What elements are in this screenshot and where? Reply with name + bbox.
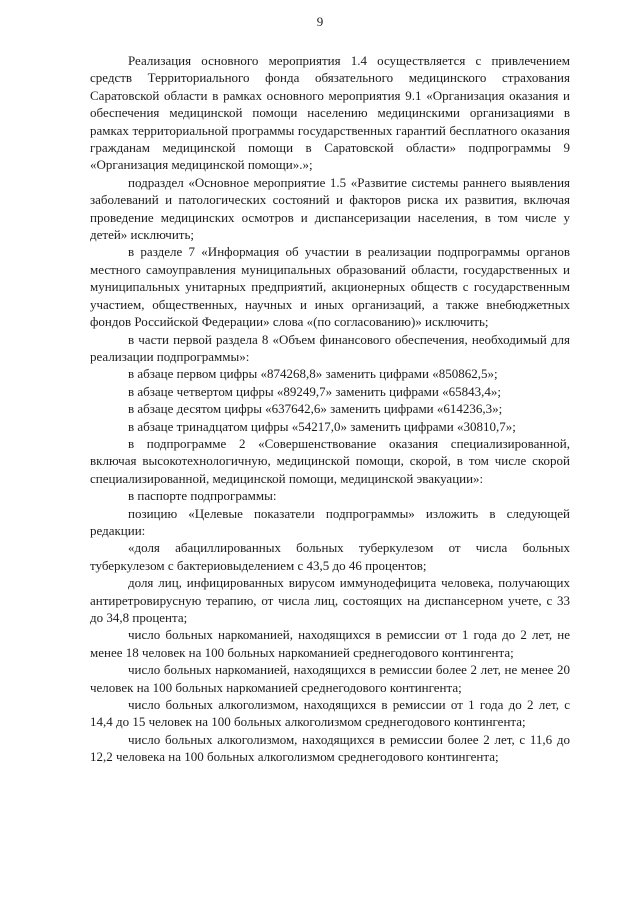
paragraph-hiv: доля лиц, инфицированных вирусом иммунодефицита человека, получающих антиретровирусную терапию, от числа лиц, состоящих на диспансерном учете, с 33 до 34,8 процента;: [90, 575, 570, 625]
paragraph-abzac-10: в абзаце десятом цифры «637642,6» заменить цифрами «614236,3»;: [128, 401, 503, 417]
paragraph-abzac-1: в абзаце первом цифры «874268,8» заменить цифрами «850862,5»;: [128, 366, 498, 382]
paragraph-section-8: в части первой раздела 8 «Объем финансового обеспечения, необходимый для реализации подпрограммы»:: [90, 331, 570, 364]
paragraph-funding-tfoms: Реализация основного мероприятия 1.4 осуществляется с привлечением средств Территориального фонда обязательного медицинского страхования Саратовской области в рамках основного мероприятия 9.1 «Организация оказания и обеспечения медицинской помощи населению медицинскими организациями в рамках территориальной программы государственных гарантий бесплатного оказания гражданам медицинской помощи в Саратовской области» подпрограммы 9 «Организация медицинской помощи».»;: [90, 53, 570, 173]
paragraph-tuberculosis: «доля абациллированных больных туберкулезом от числа больных туберкулезом с бактериовыделением с 43,5 до 46 процентов;: [90, 540, 570, 573]
paragraph-abzac-4: в абзаце четвертом цифры «89249,7» заменить цифрами «65843,4»;: [128, 383, 501, 399]
paragraph-subprogram-2: в подпрограмме 2 «Совершенствование оказания специализированной, включая высокотехнологичную, медицинской помощи, скорой, в том числе скорой специализированной, медицинской помощи, медицинской эвакуации»:: [90, 435, 570, 486]
paragraph-narcomania-1-2: число больных наркоманией, находящихся в ремиссии от 1 года до 2 лет, не менее 18 человек на 100 больных наркоманией среднегодового контингента;: [90, 627, 570, 660]
paragraph-subsection-1-5: подраздел «Основное мероприятие 1.5 «Развитие системы раннего выявления заболеваний и патологических состояний и факторов риска их развития, включая проведение медицинских осмотров и диспансеризации населения, в том числе у детей» исключить;: [90, 174, 570, 243]
page-number: 9: [316, 14, 324, 29]
paragraph-alcoholism-1-2: число больных алкоголизмом, находящихся в ремиссии от 1 года до 2 лет, с 14,4 до 15 человек на 100 больных алкоголизмом среднегодового контингента;: [90, 697, 570, 730]
paragraph-passport: в паспорте подпрограммы:: [128, 488, 277, 504]
paragraph-section-7: в разделе 7 «Информация об участии в реализации подпрограммы органов местного самоуправления муниципальных образований области, государственных и муниципальных унитарных предприятий, акционерных обществ с государственным участием, общественных, научных и иных организаций, а также внебюджетных фондов Российской Федерации» слова «(по согласованию)» исключить;: [90, 244, 570, 330]
document-body: [90, 52, 570, 766]
paragraph-target-indicators: позицию «Целевые показатели подпрограммы» изложить в следующей редакции:: [90, 505, 570, 538]
paragraph-narcomania-2plus: число больных наркоманией, находящихся в ремиссии более 2 лет, не менее 20 человек на 100 больных наркоманией среднегодового контингента;: [90, 662, 570, 695]
paragraph-abzac-13: в абзаце тринадцатом цифры «54217,0» заменить цифрами «30810,7»;: [128, 418, 516, 434]
paragraph-alcoholism-2plus: число больных алкоголизмом, находящихся в ремиссии более 2 лет, с 11,6 до 12,2 человека на 100 больных алкоголизмом среднегодового контингента;: [90, 731, 570, 765]
